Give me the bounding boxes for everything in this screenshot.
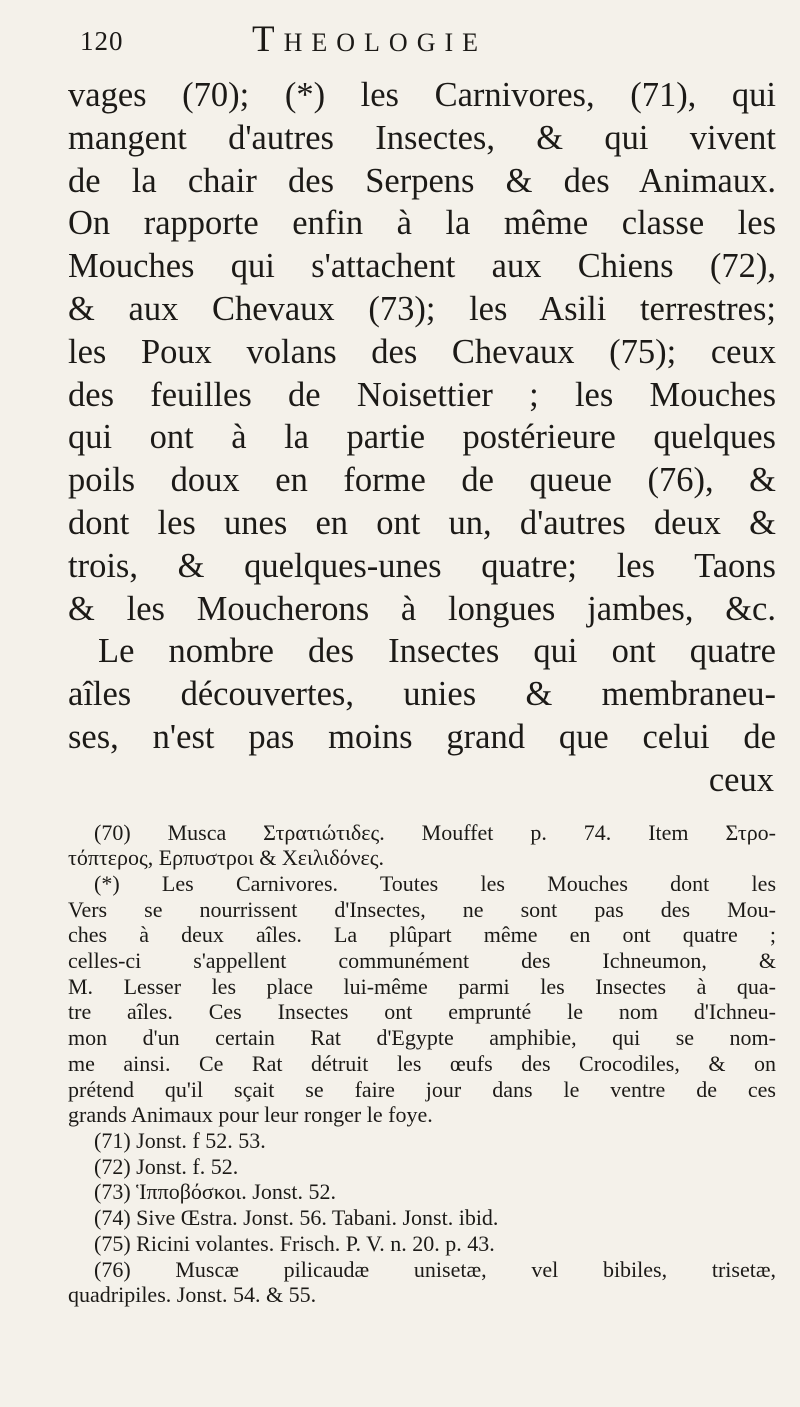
- text-line: Mouches qui s'attachent aux Chiens (72),: [68, 247, 776, 286]
- text-line: les Poux volans des Chevaux (75); ceux: [68, 332, 776, 371]
- text-line: & aux Chevaux (73); les Asili terrestres;: [68, 289, 776, 328]
- footnote-line: M. Lesser les place lui-même parmi les Insectes à qua-: [68, 973, 776, 999]
- text-line: On rapporte enfin à la même classe les: [68, 204, 776, 243]
- footnote-line: ches à deux aîles. La plûpart même en ont quatre ;: [68, 922, 776, 948]
- text-line: qui ont à la partie postérieure quelques: [68, 418, 776, 457]
- footnote-line: Vers se nourrissent d'Insectes, ne sont pas des Mou-: [68, 896, 776, 922]
- footnote-line: (74) Sive Œstra. Jonst. 56. Tabani. Jonst. ibid.: [94, 1205, 499, 1231]
- footnote-line: prétend qu'il sçait se faire jour dans le ventre de ces: [68, 1076, 776, 1102]
- text-line: & les Moucherons à longues jambes, &c.: [68, 589, 776, 628]
- footnote-line: celles-ci s'appellent communément des Ichneumon, &: [68, 948, 776, 974]
- text-line: dont les unes en ont un, d'autres deux &: [68, 503, 776, 542]
- footnote-line: (72) Jonst. f. 52.: [94, 1153, 239, 1179]
- main-text: [68, 74, 776, 802]
- footnote-line: grands Animaux pour leur ronger le foye.: [68, 1102, 433, 1128]
- running-head: [68, 18, 776, 74]
- footnote-line: (75) Ricini volantes. Frisch. P. V. n. 20. p. 43.: [94, 1230, 495, 1256]
- running-title: Theologie: [252, 19, 488, 60]
- footnote-line: (71) Jonst. f 52. 53.: [94, 1127, 266, 1153]
- catchword: ceux: [708, 760, 774, 799]
- footnote-line: (*) Les Carnivores. Toutes les Mouches dont les: [94, 870, 776, 896]
- footnotes: [68, 820, 776, 1308]
- footnote-line: (70) Musca Στρατιώτιδες. Mouffet p. 74. Item Στρο-: [94, 819, 776, 845]
- footnote-line: mon d'un certain Rat d'Egypte amphibie, qui se nom-: [68, 1025, 776, 1051]
- text-line: vages (70); (*) les Carnivores, (71), qui: [68, 76, 776, 114]
- page-number: 120: [80, 26, 124, 56]
- footnote-line: quadripiles. Jonst. 54. & 55.: [68, 1282, 317, 1308]
- book-page: [68, 18, 776, 1308]
- footnote-line: me ainsi. Ce Rat détruit les œufs des Crocodiles, & on: [68, 1050, 776, 1076]
- text-line: poils doux en forme de queue (76), &: [68, 461, 776, 500]
- footnote-line: τόπτερος, Ερπυστροι & Χειλιδόνες.: [68, 845, 384, 871]
- text-line: ses, n'est pas moins grand que celui de: [68, 717, 776, 756]
- text-line: mangent d'autres Insectes, & qui vivent: [68, 118, 776, 157]
- footnote-line: (76) Muscæ pilicaudæ unisetæ, vel bibiles, trisetæ,: [94, 1256, 776, 1282]
- text-line: des feuilles de Noisettier ; les Mouches: [68, 375, 776, 414]
- text-line: trois, & quelques-unes quatre; les Taons: [68, 546, 776, 585]
- footnote-line: (73) Ἱπποβόσκοι. Jonst. 52.: [94, 1179, 337, 1205]
- footnote-line: tre aîles. Ces Insectes ont emprunté le nom d'Ichneu-: [68, 999, 776, 1025]
- text-line: de la chair des Serpens & des Animaux.: [68, 161, 776, 200]
- text-line: aîles découvertes, unies & membraneu-: [68, 675, 776, 714]
- text-line: Le nombre des Insectes qui ont quatre: [98, 632, 776, 671]
